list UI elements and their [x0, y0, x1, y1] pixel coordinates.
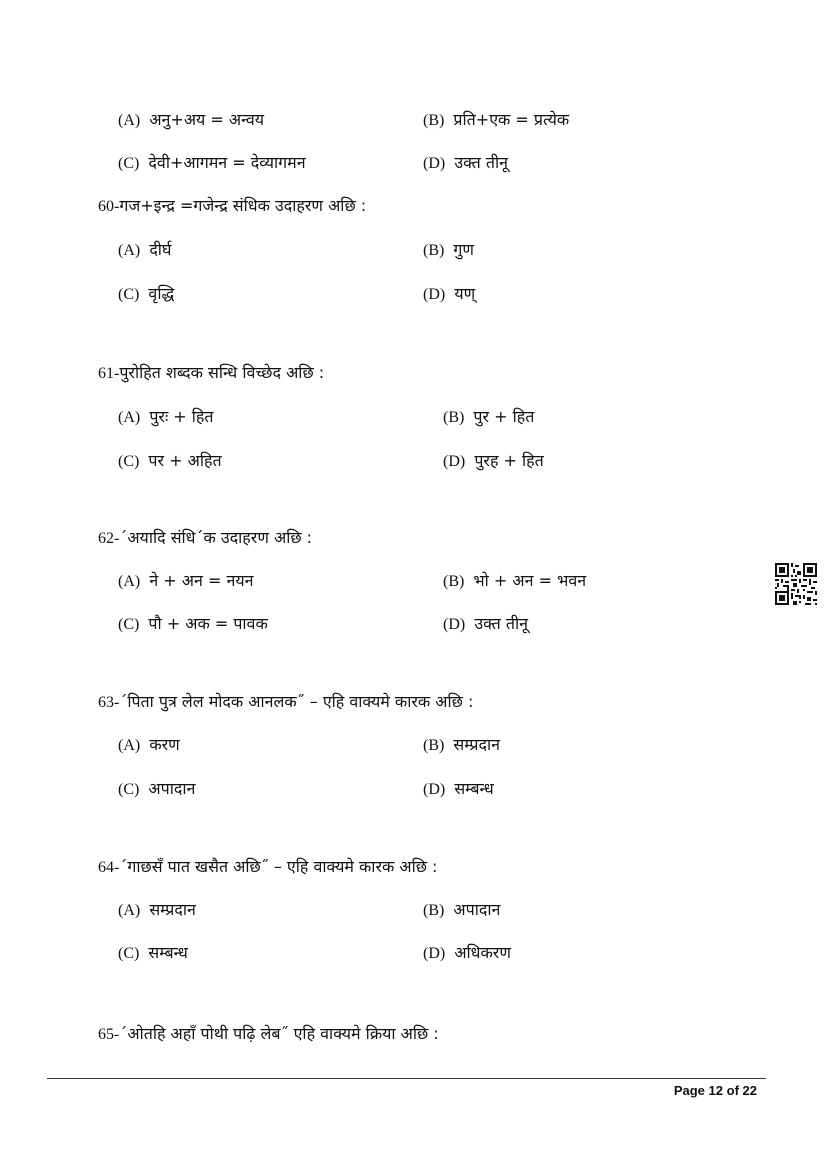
- option-label: (C): [118, 616, 140, 633]
- option-text: प्रति+एक = प्रत्येक: [453, 110, 570, 129]
- option-label: (C): [118, 286, 140, 303]
- option-text: सम्प्रदान: [453, 735, 500, 754]
- option-label: (D): [443, 616, 466, 633]
- question-number: 60-: [98, 198, 120, 215]
- option-label: (A): [118, 112, 141, 129]
- question-64: [98, 856, 437, 879]
- question-text: ´अयादि संधि´क उदाहरण अछि :: [119, 528, 313, 547]
- page-word: Page: [673, 1083, 705, 1098]
- option-label: (B): [443, 409, 465, 426]
- q60-option-b: [423, 239, 474, 262]
- option-label: (D): [423, 155, 446, 172]
- option-text: भो + अन = भवन: [473, 571, 587, 590]
- q61-option-d: [443, 450, 544, 473]
- option-label: (C): [118, 781, 140, 798]
- option-text: देवी+आगमन = देव्यागमन: [148, 153, 306, 172]
- q63-option-c: [118, 778, 195, 801]
- question-text: गज+इन्द्र =गजेन्द्र संधिक उदाहरण अछि :: [119, 196, 367, 215]
- question-61: [98, 362, 324, 385]
- option-text: उक्त तीनू: [474, 614, 529, 633]
- option-text: पुर + हित: [473, 407, 535, 426]
- option-label: (A): [118, 409, 141, 426]
- option-label: (D): [423, 286, 446, 303]
- option-text: गुण: [453, 240, 474, 259]
- q59-option-b: [423, 109, 569, 132]
- q63-option-b: [423, 734, 500, 757]
- option-label: (C): [118, 155, 140, 172]
- option-text: सम्बन्ध: [454, 779, 494, 798]
- q62-option-c: [118, 613, 268, 636]
- option-label: (A): [118, 737, 141, 754]
- question-number: 63-: [98, 694, 120, 711]
- option-label: (B): [423, 737, 445, 754]
- option-text: पुरः + हित: [149, 407, 214, 426]
- footer-divider: [47, 1078, 766, 1079]
- page-current: 12: [708, 1083, 723, 1098]
- option-text: सम्प्रदान: [149, 900, 196, 919]
- option-label: (A): [118, 902, 141, 919]
- option-text: वृद्धि: [148, 284, 175, 303]
- question-number: 62-: [98, 530, 120, 547]
- option-text: पौ + अक = पावक: [148, 614, 268, 633]
- question-63: [98, 691, 473, 714]
- q63-option-a: [118, 734, 180, 757]
- option-text: अपादान: [453, 900, 501, 919]
- q60-option-c: [118, 283, 174, 306]
- question-number: 65-: [98, 1026, 120, 1043]
- question-62: [98, 527, 312, 550]
- question-text: ´ओतहि अहाँ पोथी पढ़ि लेब˝ एहि वाक्यमे क्रिया अछि :: [119, 1024, 439, 1043]
- question-65: [98, 1023, 439, 1046]
- q61-option-c: [118, 450, 222, 473]
- option-label: (D): [423, 781, 446, 798]
- option-text: अपादान: [148, 779, 196, 798]
- q59-option-d: [423, 152, 508, 175]
- q64-option-a: [118, 899, 196, 922]
- option-text: पुरह + हित: [474, 451, 544, 470]
- q62-option-a: [118, 570, 254, 593]
- q64-option-b: [423, 899, 500, 922]
- option-label: (B): [423, 902, 445, 919]
- question-text: ´गाछसँ पात खसैत अछि˝ – एहि वाक्यमे कारक अछि :: [119, 857, 438, 876]
- option-text: अनु+अय = अन्वय: [149, 110, 265, 129]
- q62-option-d: [443, 613, 528, 636]
- q64-option-d: [423, 942, 511, 965]
- option-text: उक्त तीनू: [454, 153, 509, 172]
- option-text: अधिकरण: [454, 943, 511, 962]
- option-label: (D): [423, 945, 446, 962]
- page-number: [674, 1083, 757, 1098]
- of-word: of: [726, 1083, 739, 1098]
- option-text: यण्: [454, 284, 476, 303]
- question-text: ´पिता पुत्र लेल मोदक आनलक˝ – एहि वाक्यमे कारक अछि :: [119, 692, 474, 711]
- option-label: (D): [443, 453, 466, 470]
- question-text: पुरोहित शब्दक सन्धि विच्छेद अछि :: [119, 363, 325, 382]
- option-text: ने + अन = नयन: [149, 571, 254, 590]
- option-label: (B): [423, 112, 445, 129]
- question-number: 64-: [98, 859, 120, 876]
- question-number: 61-: [98, 365, 120, 382]
- q60-option-a: [118, 239, 171, 262]
- option-label: (A): [118, 242, 141, 259]
- option-label: (A): [118, 573, 141, 590]
- option-text: दीर्घ: [149, 240, 172, 259]
- option-label: (C): [118, 945, 140, 962]
- q61-option-a: [118, 406, 214, 429]
- question-60: [98, 195, 366, 218]
- option-text: पर + अहित: [148, 451, 222, 470]
- q63-option-d: [423, 778, 494, 801]
- option-label: (B): [443, 573, 465, 590]
- q61-option-b: [443, 406, 534, 429]
- option-text: सम्बन्ध: [148, 943, 188, 962]
- q64-option-c: [118, 942, 188, 965]
- page-total: 22: [742, 1083, 757, 1098]
- q59-option-a: [118, 109, 264, 132]
- q59-option-c: [118, 152, 306, 175]
- option-text: करण: [149, 735, 180, 754]
- option-label: (B): [423, 242, 445, 259]
- option-label: (C): [118, 453, 140, 470]
- q62-option-b: [443, 570, 586, 593]
- q60-option-d: [423, 283, 475, 306]
- qr-code-icon: [775, 563, 817, 605]
